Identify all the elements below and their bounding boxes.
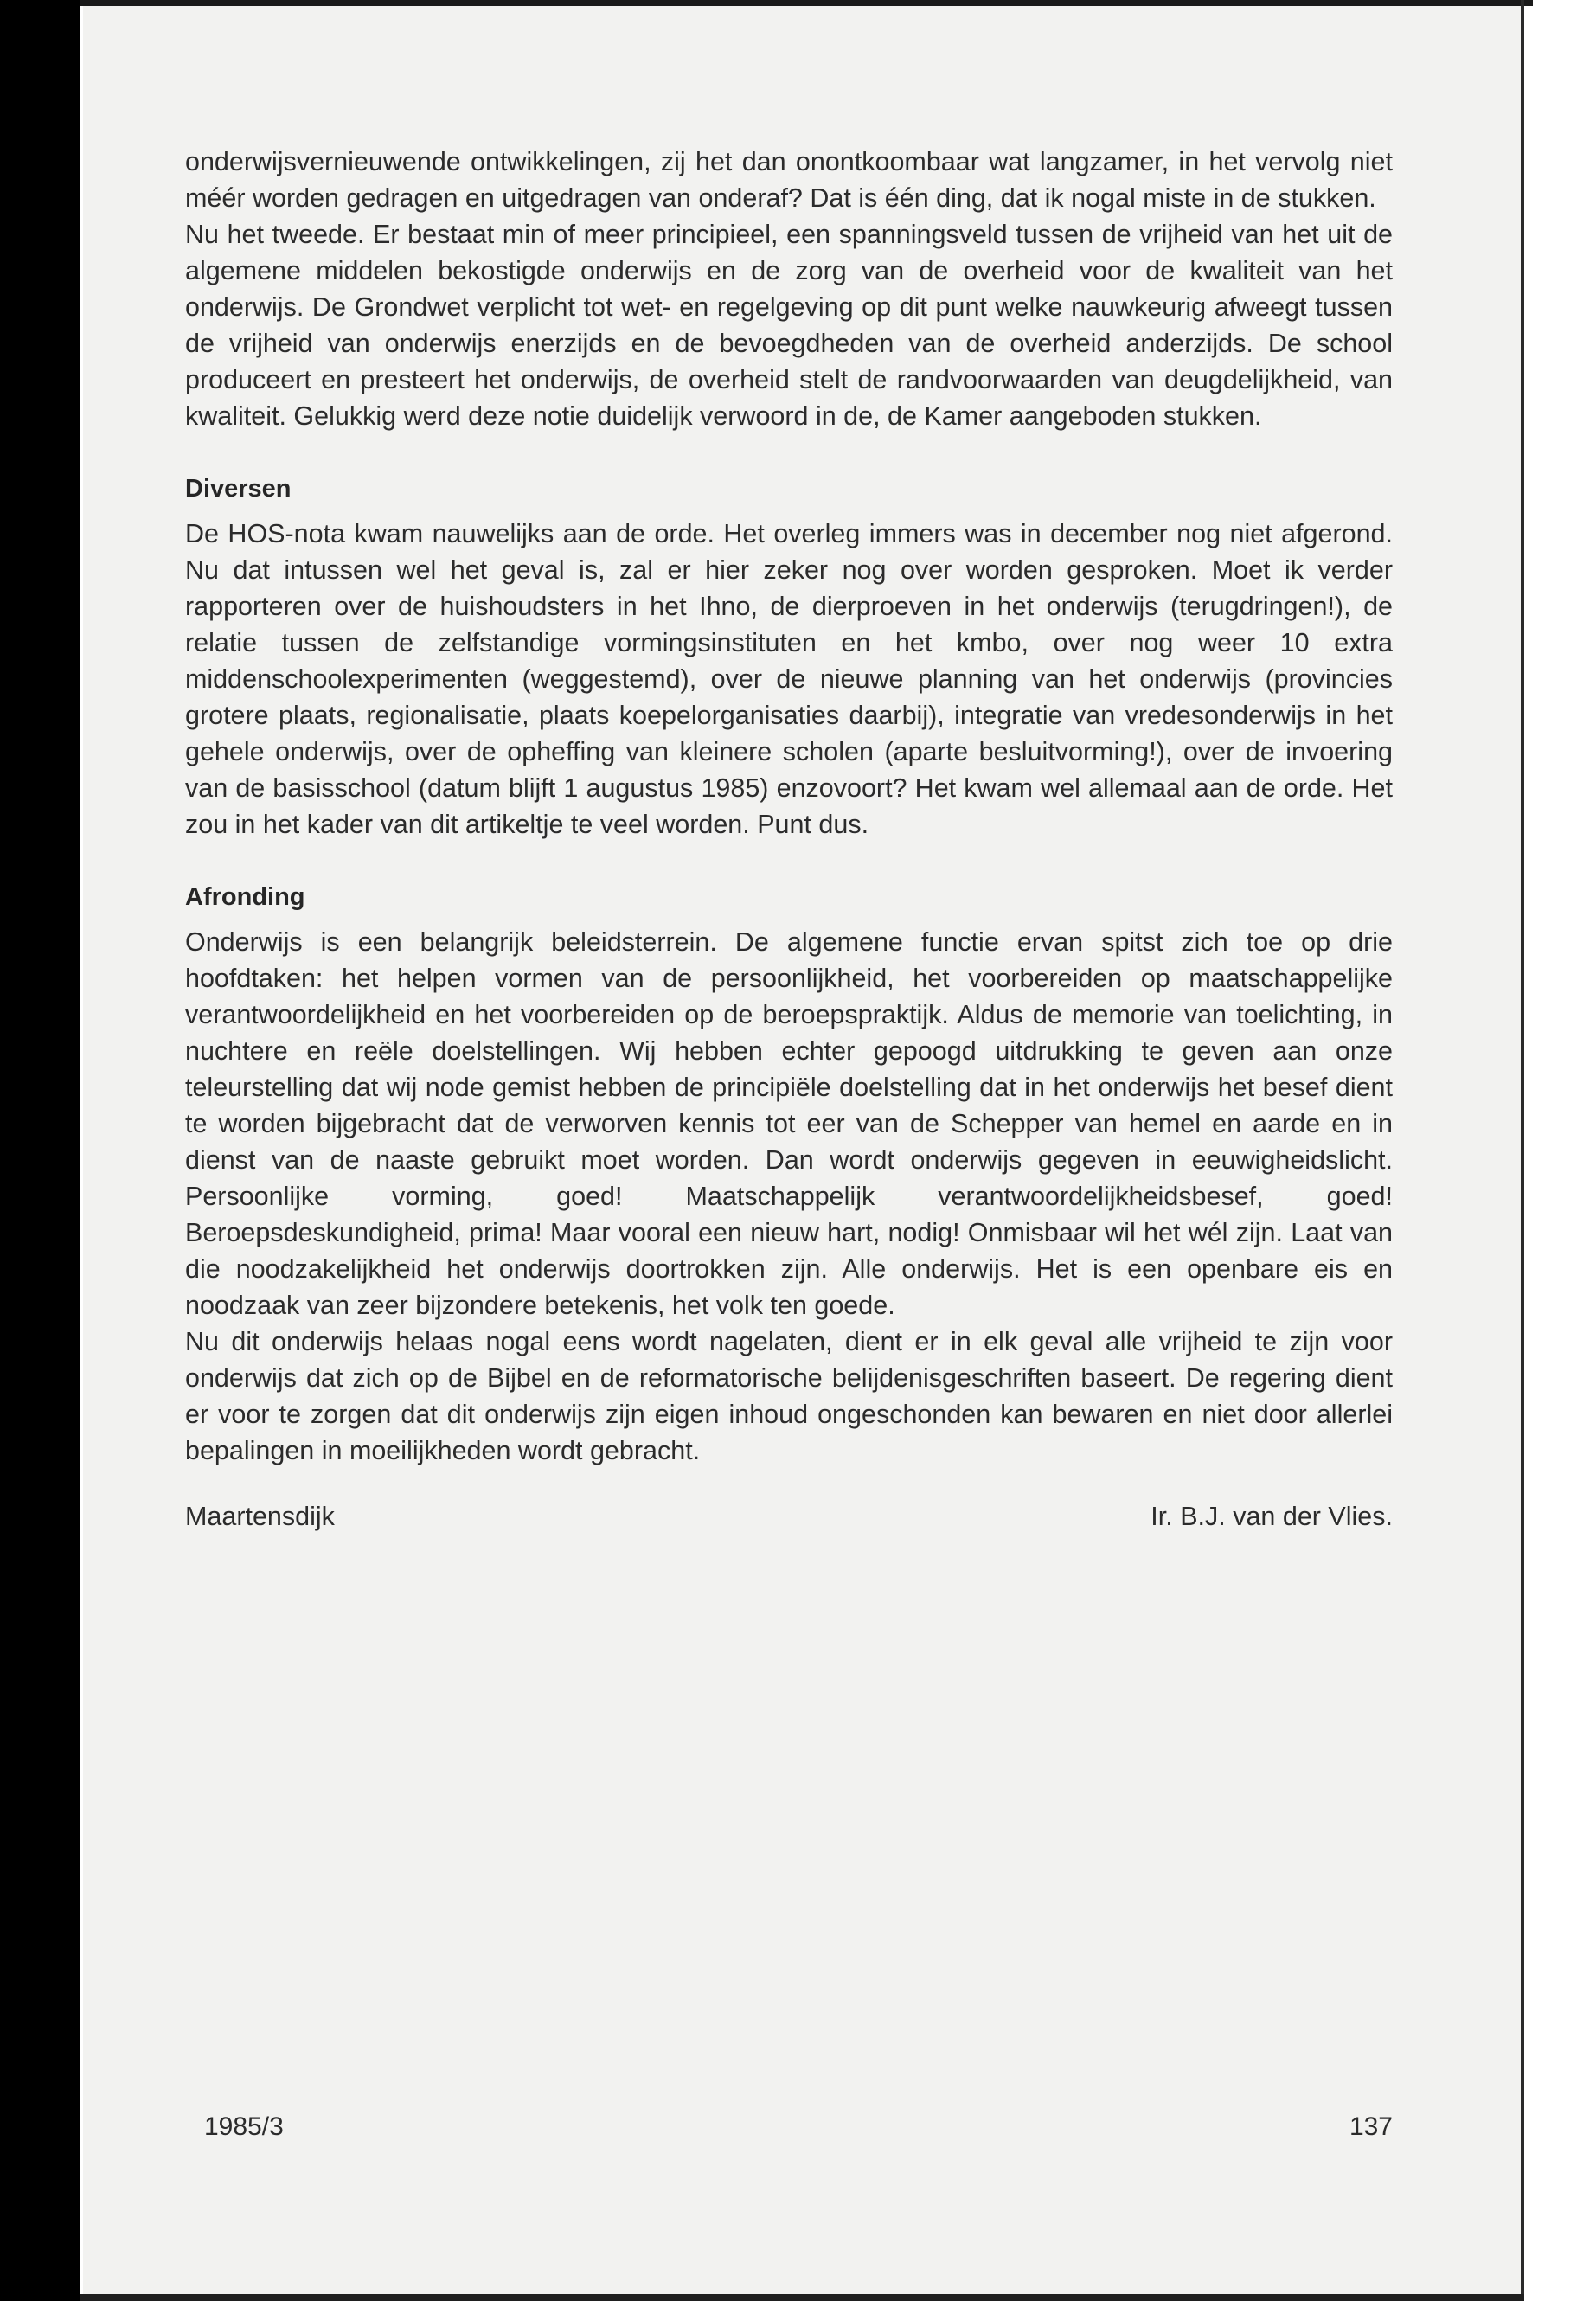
page-footer [204, 2110, 1393, 2144]
spacer [185, 507, 1393, 516]
scan-border-right [1521, 0, 1524, 2301]
scan-border-bottom [80, 2294, 1524, 2301]
article-body [185, 144, 1393, 1535]
afronding-section [185, 879, 1393, 1469]
intro-section [185, 144, 1393, 434]
signature-line [185, 1498, 1393, 1535]
signature-author: Ir. B.J. van der Vlies. [1151, 1502, 1393, 1531]
intro-paragraph-1: onderwijsvernieuwende ontwikkelingen, zij het dan onontkoombaar wat langzamer, in het vervolg niet méér worden gedragen en uitgedragen van onderaf? Dat is één ding, dat ik nogal miste in de stukken. [185, 147, 1393, 213]
diversen-paragraph-1: De HOS-nota kwam nauwelijks aan de orde. Het overleg immers was in december nog niet afgerond. Nu dat intussen wel het geval is, zal er hier zeker nog over worden gesproken. Moet ik verder rapporteren over de huishoudsters in het Ihno, de dierproeven in het onderwijs (terugdringen!), de relatie tussen de zelfstandige vormingsinstituten en het kmbo, over nog weer 10 extra middenschoolexperimenten (weggestemd), over de nieuwe planning van het onderwijs (provincies grotere plaats, regionalisatie, plaats koepelorganisaties daarbij), integratie van vredesonderwijs in het gehele onderwijs, over de opheffing van kleinere scholen (aparte besluitvorming!), over de invoering van de basisschool (datum blijft 1 augustus 1985) enzovoort? Het kwam wel allemaal aan de orde. Het zou in het kader van dit artikeltje te veel worden. Punt dus. [185, 519, 1393, 839]
intro-paragraph-2: Nu het tweede. Er bestaat min of meer principieel, een spanningsveld tussen de vrijheid van het uit de algemene middelen bekostigde onderwijs en de zorg van de overheid voor de kwaliteit van het onderwijs. De Grondwet verplicht tot wet- en regelgeving op dit punt welke nauwkeurig afweegt tussen de vrijheid van onderwijs enerzijds en de bevoegdheden van de overheid anderzijds. De school produceert en presteert het onderwijs, de overheid stelt de randvoorwaarden van deugdelijkheid, van kwaliteit. Gelukkig werd deze notie duidelijk verwoord in de, de Kamer aangeboden stukken. [185, 220, 1393, 431]
signature-place: Maartensdijk [185, 1502, 335, 1531]
spacer [185, 1469, 1393, 1498]
afronding-paragraph-2: Nu dit onderwijs helaas nogal eens wordt nagelaten, dient er in elk geval alle vrijheid te zijn voor onderwijs dat zich op de Bijbel en de reformatorische belijdenisgeschriften baseert. De regering dient er voor te zorgen dat dit onderwijs zijn eigen inhoud ongeschonden kan bewaren en niet door allerlei bepalingen in moeilijkheden wordt gebracht. [185, 1327, 1393, 1465]
scan-border-top [80, 0, 1533, 6]
spacer [185, 434, 1393, 471]
page-number: 137 [1349, 2112, 1393, 2141]
scan-border-left [0, 0, 80, 2301]
spacer [185, 843, 1393, 879]
spacer [185, 915, 1393, 924]
section-heading-afronding: Afronding [185, 883, 305, 911]
diversen-section [185, 471, 1393, 843]
section-heading-diversen: Diversen [185, 475, 292, 503]
afronding-paragraph-1: Onderwijs is een belangrijk beleidsterrein. De algemene functie ervan spitst zich toe op drie hoofdtaken: het helpen vormen van de persoonlijkheid, het voorbereiden op maatschappelijke verantwoordelijkheid en het voorbereiden op de beroepspraktijk. Aldus de memorie van toelichting, in nuchtere en reële doelstellingen. Wij hebben echter gepoogd uitdrukking te geven aan onze teleurstelling dat wij node gemist hebben de principiële doelstelling dat in het onderwijs het besef dient te worden bijgebracht dat de verworven kennis tot eer van de Schepper van hemel en aarde en in dienst van de naaste gebruikt moet worden. Dan wordt onderwijs gegeven in eeuwigheidslicht. Persoonlijke vorming, goed! Maatschappelijk verantwoordelijkheidsbesef, goed! Beroepsdeskundigheid, prima! Maar vooral een nieuw hart, nodig! Onmisbaar wil het wél zijn. Laat van die noodzakelijkheid het onderwijs doortrokken zijn. Alle onderwijs. Het is een openbare eis en noodzaak van zeer bijzondere betekenis, het volk ten goede. [185, 927, 1393, 1320]
issue-number: 1985/3 [204, 2112, 284, 2141]
